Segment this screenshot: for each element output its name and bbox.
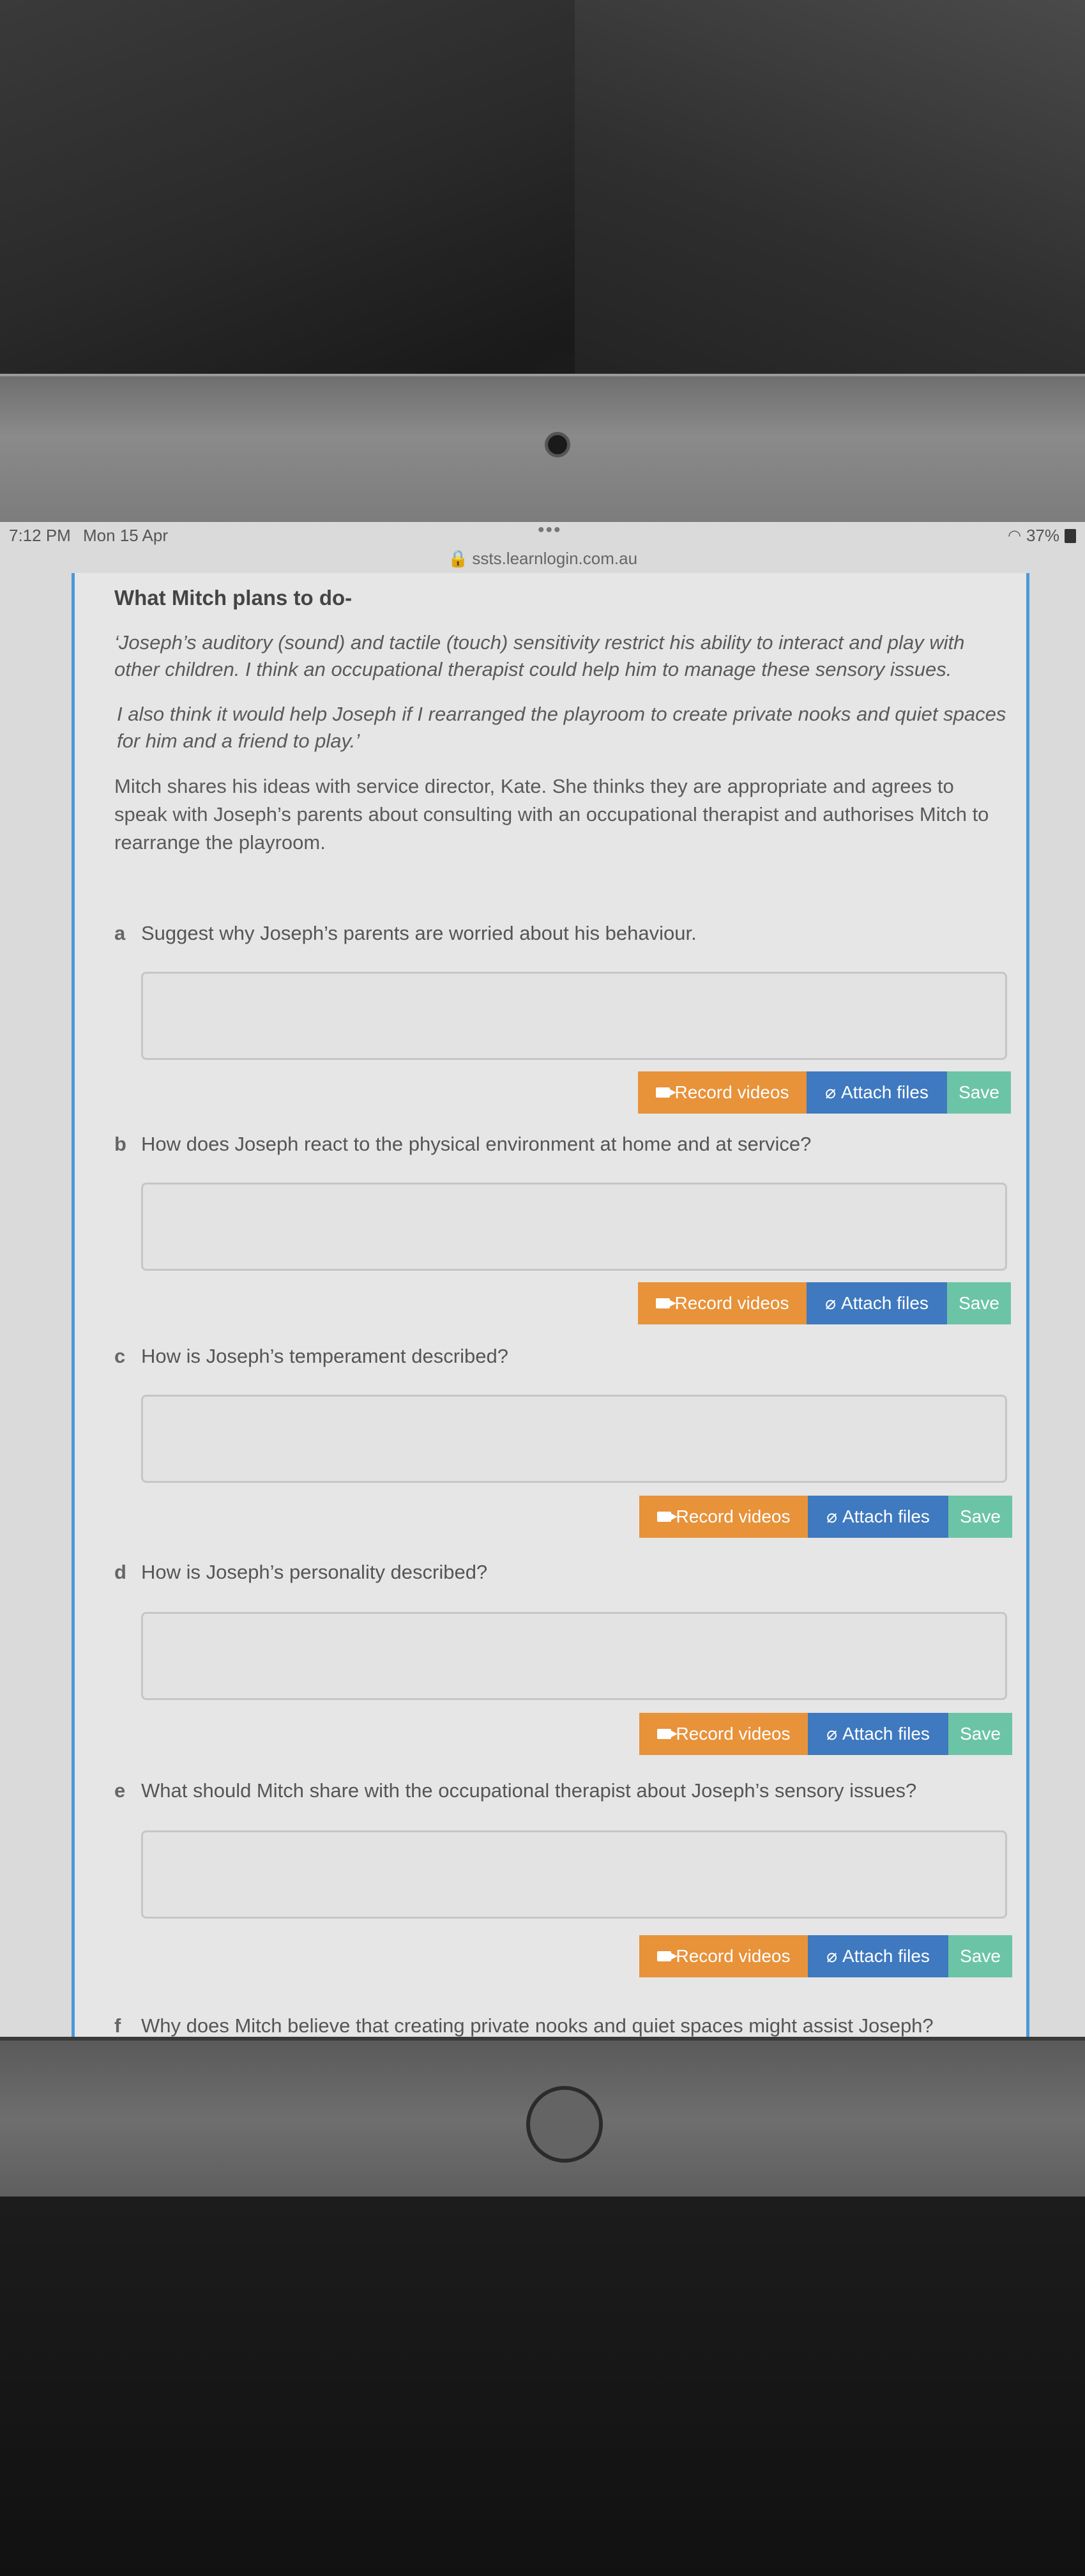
answer-field-c[interactable] <box>141 1395 1007 1483</box>
question-d <box>114 1561 487 1584</box>
question-b <box>114 1133 811 1156</box>
paperclip-icon: ⌀ <box>826 1506 837 1526</box>
question-letter: a <box>114 922 126 944</box>
question-letter: e <box>114 1779 126 1802</box>
answer-actions-c <box>639 1496 1012 1538</box>
assessment-page <box>72 573 1029 2037</box>
record-videos-button[interactable]: Record videos <box>639 1713 808 1755</box>
wifi-icon: ◠ <box>1008 527 1021 544</box>
question-letter: b <box>114 1133 126 1155</box>
question-text: How is Joseph’s temperament described? <box>141 1345 508 1367</box>
answer-field-e[interactable] <box>141 1830 1007 1919</box>
answer-field-d[interactable] <box>141 1612 1007 1700</box>
lock-icon: 🔒 <box>447 549 469 568</box>
photo-background-bottom <box>0 2196 1085 2576</box>
paperclip-icon: ⌀ <box>826 1724 837 1744</box>
save-button[interactable]: Save <box>948 1496 1012 1538</box>
status-date: Mon 15 Apr <box>83 526 168 545</box>
video-camera-icon <box>656 1298 670 1308</box>
question-a <box>114 922 697 945</box>
video-camera-icon <box>657 1512 671 1522</box>
quote-paragraph-1: ‘Joseph’s auditory (sound) and tactile (touch) sensitivity restrict his ability to interact and play with other children. I think an occupational therapist could help him to manage these sensory issues. <box>114 631 965 680</box>
scenario-paragraph: Mitch shares his ideas with service director, Kate. She thinks they are appropriate and agrees to speak with Joseph’s parents about consulting with an occupational therapist and authorises Mitch to rearrange the playroom. <box>114 775 989 854</box>
record-videos-button[interactable]: Record videos <box>639 1935 808 1977</box>
page-content <box>114 586 1008 2037</box>
attach-files-button[interactable]: ⌀ Attach files <box>808 1713 948 1755</box>
video-camera-icon <box>656 1087 670 1098</box>
question-c <box>114 1345 508 1368</box>
paperclip-icon: ⌀ <box>825 1082 836 1102</box>
url-text: ssts.learnlogin.com.au <box>472 549 638 568</box>
section-heading: What Mitch plans to do- <box>114 586 353 610</box>
tablet-screen <box>0 522 1085 2037</box>
save-button[interactable]: Save <box>947 1282 1011 1324</box>
question-e <box>114 1779 916 1802</box>
photo-background-shadow <box>575 0 1085 383</box>
tablet-bezel-top <box>0 374 1085 525</box>
paperclip-icon: ⌀ <box>826 1946 837 1966</box>
question-text: Suggest why Joseph’s parents are worried about his behaviour. <box>141 922 697 944</box>
save-button[interactable]: Save <box>947 1071 1011 1114</box>
status-time: 7:12 PM <box>9 526 71 545</box>
attach-files-button[interactable]: ⌀ Attach files <box>808 1496 948 1538</box>
question-text: What should Mitch share with the occupational therapist about Joseph’s sensory issues? <box>141 1779 917 1802</box>
answer-actions-d <box>639 1713 1012 1755</box>
attach-files-button[interactable]: ⌀ Attach files <box>807 1282 947 1324</box>
video-camera-icon <box>657 1951 671 1961</box>
question-text: How does Joseph react to the physical environment at home and at service? <box>141 1133 812 1155</box>
question-letter: f <box>114 2014 121 2037</box>
answer-actions-a <box>638 1071 1011 1114</box>
quote-paragraph-2: I also think it would help Joseph if I rearranged the playroom to create private nooks and quiet spaces for him and a friend to play.’ <box>117 703 1006 752</box>
answer-actions-e <box>639 1935 1012 1977</box>
multitasking-dots-icon[interactable]: ••• <box>538 522 562 540</box>
record-videos-button[interactable]: Record videos <box>638 1071 807 1114</box>
attach-files-button[interactable]: ⌀ Attach files <box>808 1935 948 1977</box>
battery-percent: 37% <box>1026 526 1059 545</box>
record-videos-button[interactable]: Record videos <box>638 1282 807 1324</box>
answer-field-a[interactable] <box>141 972 1007 1060</box>
save-button[interactable]: Save <box>948 1935 1012 1977</box>
home-button[interactable] <box>526 2086 603 2163</box>
record-videos-button[interactable]: Record videos <box>639 1496 808 1538</box>
front-camera <box>545 432 570 457</box>
battery-icon <box>1065 529 1076 543</box>
question-text: Why does Mitch believe that creating private nooks and quiet spaces might assist Joseph? <box>141 2014 934 2037</box>
question-letter: d <box>114 1561 126 1583</box>
answer-field-b[interactable] <box>141 1183 1007 1271</box>
question-letter: c <box>114 1345 126 1367</box>
status-indicators <box>1008 526 1076 546</box>
address-bar[interactable] <box>0 549 1085 569</box>
answer-actions-b <box>638 1282 1011 1324</box>
save-button[interactable]: Save <box>948 1713 1012 1755</box>
question-text: How is Joseph’s personality described? <box>141 1561 488 1583</box>
attach-files-button[interactable]: ⌀ Attach files <box>807 1071 947 1114</box>
video-camera-icon <box>657 1729 671 1739</box>
status-bar <box>0 522 1085 553</box>
question-f <box>114 2014 934 2037</box>
paperclip-icon: ⌀ <box>825 1293 836 1313</box>
